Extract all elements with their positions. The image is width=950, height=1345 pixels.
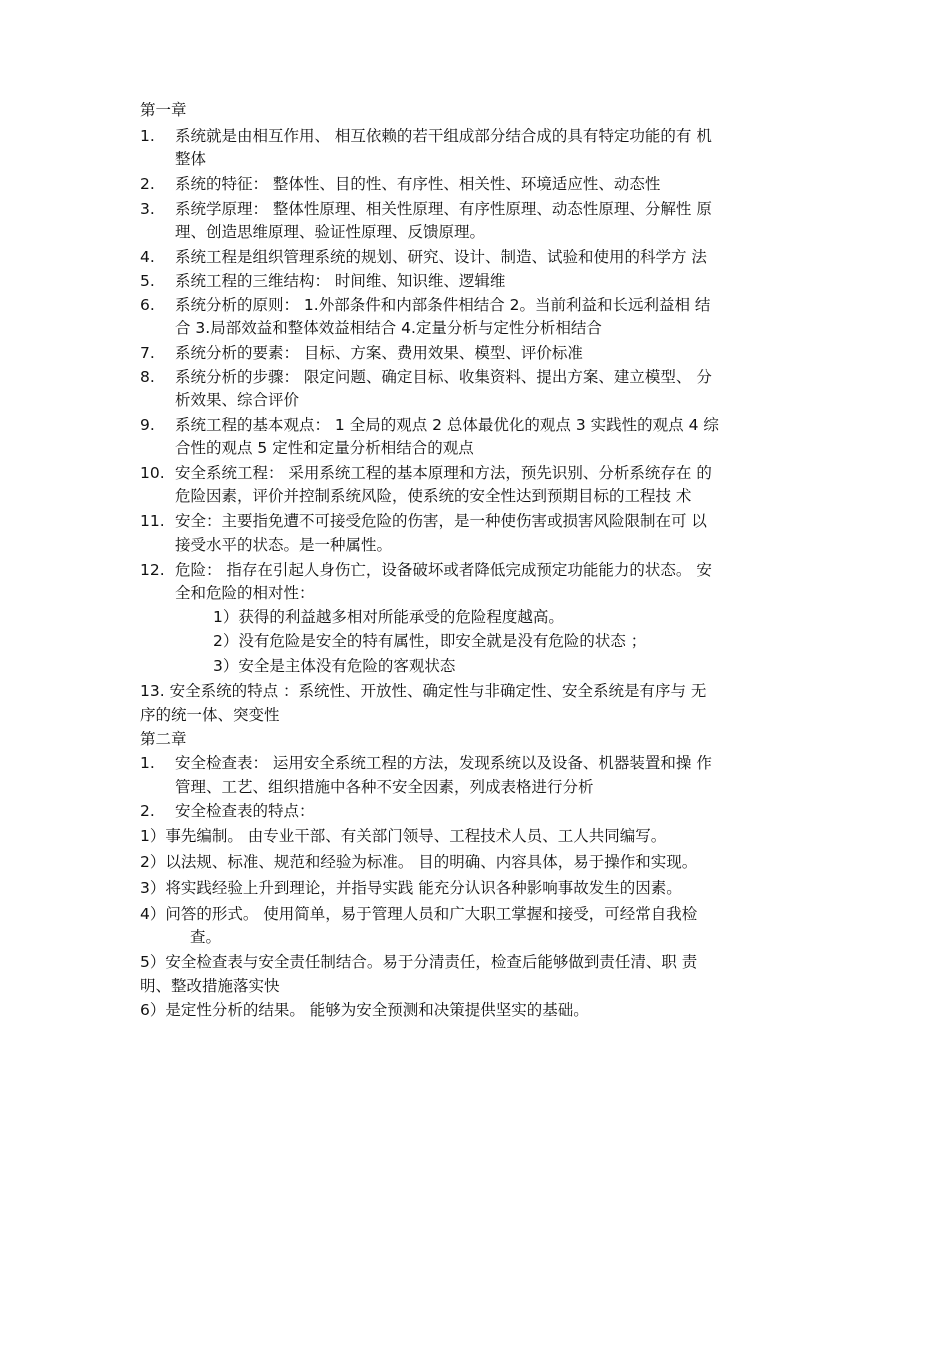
feature-item: 2）以法规、标准、规范和经验为标准。 目的明确、内容具体，易于操作和实现。 [140, 853, 698, 871]
item-number: 9. [140, 416, 155, 434]
item-text: 序的统一体、突变性 [140, 706, 280, 724]
chapter2-heading: 第二章 [140, 730, 187, 748]
item-text: 全和危险的相对性： [175, 584, 315, 602]
item-text: 系统工程是组织管理系统的规划、研究、设计、制造、试验和使用的科学方 法 [175, 248, 707, 266]
item-text: 系统工程的基本观点： 1 全局的观点 2 总体最优化的观点 3 实践性的观点 4 综 [175, 416, 719, 434]
sub-item: 3）安全是主体没有危险的客观状态 [213, 657, 456, 675]
item-text: 系统的特征： 整体性、目的性、有序性、相关性、环境适应性、动态性 [175, 175, 661, 193]
item-text: 合性的观点 5 定性和定量分析相结合的观点 [175, 439, 474, 457]
item-number: 3. [140, 200, 155, 218]
item-number: 8. [140, 368, 155, 386]
item-text: 接受水平的状态。是一种属性。 [175, 536, 393, 554]
feature-item: 6）是定性分析的结果。 能够为安全预测和决策提供坚实的基础。 [140, 1001, 589, 1019]
item-text: 系统分析的步骤： 限定问题、确定目标、收集资料、提出方案、建立模型、 分 [175, 368, 712, 386]
item-text: 系统分析的要素： 目标、方案、费用效果、模型、评价标准 [175, 344, 583, 362]
item-number: 11. [140, 512, 165, 530]
sub-item: 2）没有危险是安全的特有属性，即安全就是没有危险的状态 ； [213, 632, 647, 650]
item-text: 安全：主要指免遭不可接受危险的伤害，是一种使伤害或损害风险限制在可 以 [175, 512, 707, 530]
feature-item: 5）安全检查表与安全责任制结合。易于分清责任，检查后能够做到责任清、职 责 [140, 953, 698, 971]
item-text: 系统就是由相互作用、 相互依赖的若干组成部分结合成的具有特定功能的有 机 [175, 127, 712, 145]
feature-item: 1）事先编制。 由专业干部、有关部门领导、工程技术人员、工人共同编写。 [140, 827, 667, 845]
item-number: 2. [140, 802, 155, 820]
item-number: 1. [140, 127, 155, 145]
item-number: 7. [140, 344, 155, 362]
item-text: 安全系统工程： 采用系统工程的基本原理和方法，预先识别、分析系统存在 的 [175, 464, 712, 482]
item-text: 理、创造思维原理、验证性原理、反馈原理。 [175, 223, 486, 241]
feature-item: 查。 [190, 928, 222, 946]
item-text: 危险因素，评价并控制系统风险，使系统的安全性达到预期目标的工程技 术 [175, 487, 692, 505]
item-text: 系统工程的三维结构： 时间维、知识维、逻辑维 [175, 272, 506, 290]
item-number: 12. [140, 561, 165, 579]
item-text: 整体 [175, 150, 207, 168]
item-number: 5. [140, 272, 155, 290]
item-text: 危险： 指存在引起人身伤亡，设备破坏或者降低完成预定功能能力的状态。 安 [175, 561, 712, 579]
feature-item: 3）将实践经验上升到理论，并指导实践 能充分认识各种影响事故发生的因素。 [140, 879, 682, 897]
item-text: 安全检查表： 运用安全系统工程的方法，发现系统以及设备、机器装置和操 作 [175, 754, 712, 772]
item-text: 安全检查表的特点： [175, 802, 315, 820]
sub-item: 1）获得的利益越多相对所能承受的危险程度越高。 [213, 608, 564, 626]
item-text: 管理、工艺、组织措施中各种不安全因素，列成表格进行分析 [175, 778, 594, 796]
item-text: 合 3.局部效益和整体效益相结合 4.定量分析与定性分析相结合 [175, 319, 602, 337]
feature-item: 明、整改措施落实快 [140, 977, 280, 995]
feature-item: 4）问答的形式。 使用简单，易于管理人员和广大职工掌握和接受，可经常自我检 [140, 905, 698, 923]
item-text: 系统学原理： 整体性原理、相关性原理、有序性原理、动态性原理、分解性 原 [175, 200, 712, 218]
item-text: 系统分析的原则： 1.外部条件和内部条件相结合 2。当前利益和长远利益相 结 [175, 296, 711, 314]
item-text: 13. 安全系统的特点 ：系统性、开放性、确定性与非确定性、安全系统是有序与 无 [140, 682, 707, 700]
item-text: 析效果、综合评价 [175, 391, 300, 409]
item-number: 6. [140, 296, 155, 314]
chapter1-heading: 第一章 [140, 101, 187, 119]
item-number: 1. [140, 754, 155, 772]
item-number: 10. [140, 464, 165, 482]
item-number: 2. [140, 175, 155, 193]
item-number: 4. [140, 248, 155, 266]
